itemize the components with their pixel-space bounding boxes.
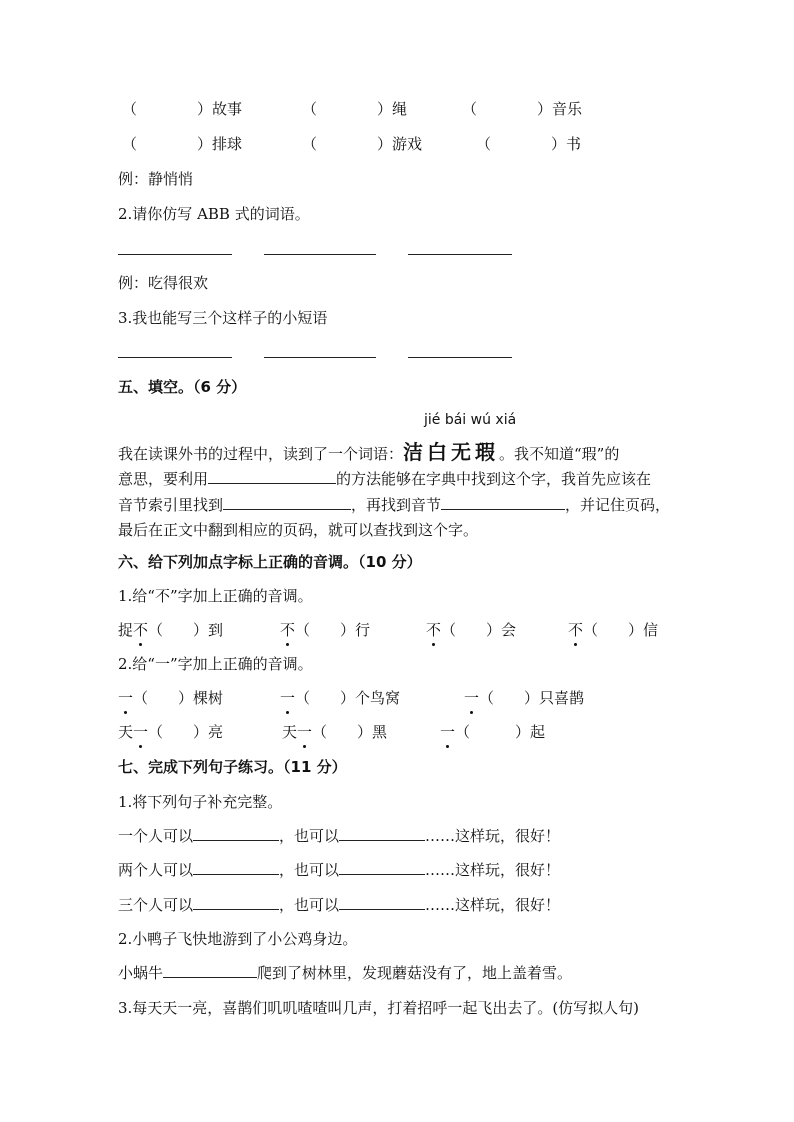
answer-blank[interactable] xyxy=(223,495,351,510)
answer-blank[interactable] xyxy=(441,495,565,510)
section-5-title: 五、填空。（6 分） xyxy=(118,378,247,396)
question-7-1: 1.将下列句子补充完整。 xyxy=(118,793,283,811)
fill-item: （ ）音乐 xyxy=(462,100,583,118)
fill-item: （ ）游戏 xyxy=(302,135,423,153)
answer-blank[interactable] xyxy=(208,469,336,484)
pinyin-text: jié bái wú xiá xyxy=(424,412,517,428)
answer-blank[interactable] xyxy=(408,357,512,358)
answer-blank[interactable] xyxy=(118,254,232,255)
answer-blank[interactable] xyxy=(193,895,279,910)
tone-item: 一（ ）只喜鹊 xyxy=(464,689,585,707)
fill-item: （ ）故事 xyxy=(122,100,243,118)
question-2: 2.请你仿写 ABB 式的词语。 xyxy=(118,205,310,223)
question-6-1: 1.给“不”字加上正确的音调。 xyxy=(118,587,313,605)
tone-item: 一（ ）棵树 xyxy=(118,689,224,707)
word-jiebaiwuxia: 洁白无瑕 xyxy=(403,440,500,464)
answer-blank[interactable] xyxy=(339,895,425,910)
tone-item: 不（ ）行 xyxy=(280,621,371,639)
tone-item: 捉不（ ）到 xyxy=(118,621,224,639)
question-6-2: 2.给“一”字加上正确的音调。 xyxy=(118,655,313,673)
answer-blank[interactable] xyxy=(193,826,279,841)
section-7-title: 七、完成下列句子练习。（11 分） xyxy=(118,758,347,776)
section-5-line-3: 音节索引里找到 ，再找到音节 ，并记住页码， xyxy=(118,496,671,514)
tone-item: 一（ ）个鸟窝 xyxy=(280,689,401,707)
answer-blank[interactable] xyxy=(408,254,512,255)
question-7-2: 2.小鸭子飞快地游到了小公鸡身边。 xyxy=(118,930,358,948)
tone-item: 天一（ ）黑 xyxy=(282,723,388,741)
section-5-line-2: 意思，要利用 的方法能够在字典中找到这个字，我首先应该在 xyxy=(118,470,652,488)
snail-sentence: 小蜗牛 爬到了树林里，发现蘑菇没有了，地上盖着雪。 xyxy=(118,964,573,982)
answer-blank[interactable] xyxy=(163,963,257,978)
answer-blank[interactable] xyxy=(264,254,376,255)
sentence-row: 两个人可以 ，也可以 ……这样玩，很好！ xyxy=(118,861,561,879)
fill-item: （ ）排球 xyxy=(122,135,243,153)
question-7-3: 3.每天天一亮，喜鹊们叽叽喳喳叫几声，打着招呼一起飞出去了。(仿写拟人句) xyxy=(118,999,640,1017)
tone-item: 不（ ）会 xyxy=(426,621,517,639)
sentence-row: 一个人可以 ，也可以 ……这样玩，很好！ xyxy=(118,827,561,845)
section-5-line-1: 我在读课外书的过程中，读到了一个词语：洁白无瑕。我不知道“瑕”的 xyxy=(118,440,620,464)
section-6-title: 六、给下列加点字标上正确的音调。（10 分） xyxy=(118,553,422,571)
tone-item: 天一（ ）亮 xyxy=(118,723,224,741)
answer-blank[interactable] xyxy=(264,357,376,358)
tone-item: 不（ ）信 xyxy=(568,621,659,639)
question-3: 3.我也能写三个这样子的小短语 xyxy=(118,309,328,327)
fill-item: （ ）书 xyxy=(476,135,582,153)
tone-item: 一（ ）起 xyxy=(440,723,546,741)
answer-blank[interactable] xyxy=(339,826,425,841)
answer-blank[interactable] xyxy=(339,860,425,875)
example-text: 例：静悄悄 xyxy=(118,170,194,188)
answer-blank[interactable] xyxy=(118,357,232,358)
example-text: 例：吃得很欢 xyxy=(118,274,209,292)
fill-item: （ ）绳 xyxy=(302,100,408,118)
section-5-line-4: 最后在正文中翻到相应的页码，就可以查找到这个字。 xyxy=(118,521,479,539)
sentence-row: 三个人可以 ，也可以 ……这样玩，很好！ xyxy=(118,896,561,914)
answer-blank[interactable] xyxy=(193,860,279,875)
